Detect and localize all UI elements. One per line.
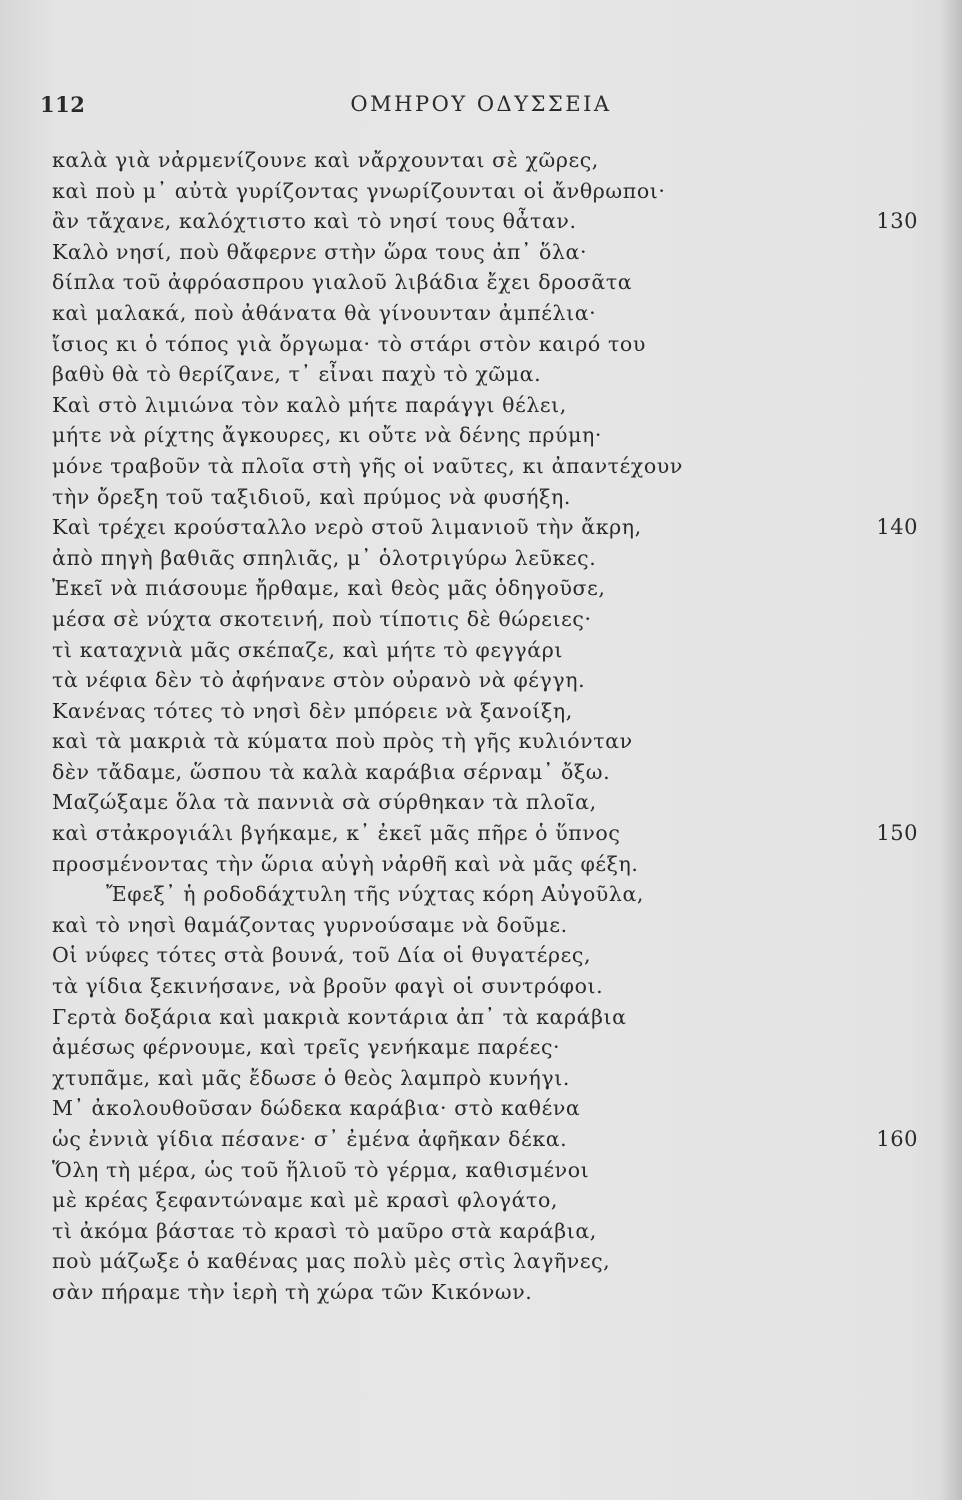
verse-line: [0, 1216, 962, 1247]
verse-text: ἂν τἄχανε, καλόχτιστο καὶ τὸ νησί τους θἆταν.: [52, 209, 577, 234]
verse-line: [0, 879, 962, 910]
verse-text: Καλὸ νησί, ποὺ θἄφερνε στὴν ὥρα τους ἀπ᾿ ὅλα·: [52, 239, 588, 264]
verse-line: [0, 971, 962, 1002]
verse-text: δὲν τἄδαμε, ὥσπου τὰ καλὰ καράβια σέρναμ᾿ ὄξω.: [52, 759, 611, 784]
line-number: 150: [876, 821, 918, 846]
verse-line: [0, 1032, 962, 1063]
verse-line: [0, 635, 962, 666]
verse-text: Μ᾿ ἀκολουθοῦσαν δώδεκα καράβια· στὸ καθένα: [52, 1096, 581, 1121]
verse-line: [0, 390, 962, 421]
verse-line: [0, 757, 962, 788]
verse-text: καὶ μαλακά, ποὺ ἀθάνατα θὰ γίνουνταν ἀμπέλια·: [52, 300, 597, 325]
verse-line: [0, 298, 962, 329]
verse-text: ἴσιος κι ὁ τόπος γιὰ ὄργωμα· τὸ στάρι στὸν καιρό του: [52, 331, 646, 356]
verse-line: [0, 818, 962, 849]
verse-line: [0, 451, 962, 482]
verse-line: [0, 482, 962, 513]
verse-text: βαθὺ θὰ τὸ θερίζανε, τ᾿ εἶναι παχὺ τὸ χῶμα.: [52, 362, 542, 387]
verse-text: ἀμέσως φέρνουμε, καὶ τρεῖς γενήκαμε παρέες·: [52, 1035, 561, 1060]
verse-line: [0, 237, 962, 268]
verse-line: [0, 267, 962, 298]
verse-text: τὶ καταχνιὰ μᾶς σκέπαζε, καὶ μήτε τὸ φεγγάρι: [52, 637, 563, 662]
line-number: 140: [876, 515, 918, 540]
verse-line: [0, 1063, 962, 1094]
verse-text: μήτε νὰ ρίχτης ἄγκουρες, κι οὔτε νὰ δένης πρύμη·: [52, 423, 603, 448]
verse-line: [0, 910, 962, 941]
verse-text: σὰν πήραμε τὴν ἱερὴ τὴ χώρα τῶν Κικόνων.: [52, 1279, 533, 1304]
verse-text: δίπλα τοῦ ἀφρόασπρου γιαλοῦ λιβάδια ἔχει δροσᾶτα: [52, 270, 633, 295]
verse-line: [0, 145, 962, 176]
verse-line: [0, 604, 962, 635]
verse-line: [0, 1246, 962, 1277]
verse-text: προσμένοντας τὴν ὥρια αὐγὴ νἀρθῆ καὶ νὰ μᾶς φέξη.: [52, 851, 639, 876]
verse-line: [0, 1124, 962, 1155]
verse-text: Κανένας τότες τὸ νησὶ δὲν μπόρειε νὰ ξανοίξη,: [52, 698, 573, 723]
verse-line: [0, 420, 962, 451]
verse-line: [0, 1155, 962, 1186]
verse-line: [0, 206, 962, 237]
verse-text: καὶ ποὺ μ᾿ αὐτὰ γυρίζοντας γνωρίζουνται οἱ ἄνθρωποι·: [52, 178, 666, 203]
verse-text: Γερτὰ δοξάρια καὶ μακριὰ κοντάρια ἀπ᾿ τὰ καράβια: [52, 1004, 627, 1029]
verse-text: ὡς ἐννιὰ γίδια πέσανε· σ᾿ ἐμένα ἀφῆκαν δέκα.: [52, 1127, 568, 1151]
verse-text: τὶ ἀκόμα βάσταε τὸ κρασὶ τὸ μαῦρο στὰ καράβια,: [52, 1218, 597, 1243]
verse-text: τὴν ὄρεξη τοῦ ταξιδιοῦ, καὶ πρύμος νὰ φυσήξη.: [52, 484, 571, 509]
verse-line: [0, 849, 962, 880]
verse-text: ἀπὸ πηγὴ βαθιᾶς σπηλιᾶς, μ᾿ ὁλοτριγύρω λεῦκες.: [52, 545, 597, 570]
verse-line: [0, 665, 962, 696]
verse-line: [0, 1002, 962, 1033]
verse-text: Ὅλη τὴ μέρα, ὡς τοῦ ἥλιοῦ τὸ γέρμα, καθισμένοι: [52, 1157, 590, 1182]
verse-text: μόνε τραβοῦν τὰ πλοῖα στὴ γῆς οἱ ναῦτες, κι ἀπαντέχουν: [52, 453, 683, 478]
verse-line: [0, 512, 962, 543]
verse-text: χτυπᾶμε, καὶ μᾶς ἔδωσε ὁ θεὸς λαμπρὸ κυνήγι.: [52, 1065, 571, 1090]
verse-text-block: [0, 145, 962, 1308]
verse-text: Καὶ τρέχει κρούσταλλο νερὸ στοῦ λιμανιοῦ τὴν ἄκρη,: [52, 515, 642, 540]
verse-line: [0, 1093, 962, 1124]
verse-line: [0, 940, 962, 971]
verse-line: [0, 787, 962, 818]
verse-line: [0, 176, 962, 207]
verse-text: Μαζώξαμε ὅλα τὰ παννιὰ σὰ σύρθηκαν τὰ πλοῖα,: [52, 790, 597, 815]
verse-line: [0, 696, 962, 727]
verse-line: [0, 359, 962, 390]
verse-line: [0, 1277, 962, 1308]
verse-text: Καὶ στὸ λιμιώνα τὸν καλὸ μήτε παράγγι θέλει,: [52, 392, 567, 417]
verse-text: Οἱ νύφες τότες στὰ βουνά, τοῦ Δία οἱ θυγατέρες,: [52, 943, 592, 968]
line-number: 130: [876, 209, 918, 234]
page-header: [0, 92, 962, 132]
verse-text: τὰ νέφια δὲν τὸ ἀφήνανε στὸν οὐρανὸ νὰ φέγγη.: [52, 668, 586, 693]
verse-text: καὶ στἀκρογιάλι βγήκαμε, κ᾿ ἐκεῖ μᾶς πῆρε ὁ ὕπνος: [52, 821, 621, 846]
running-title: ΟΜΗΡΟΥ ΟΔΥΣΣΕΙΑ: [350, 92, 612, 116]
verse-text: καλὰ γιὰ νἀρμενίζουνε καὶ νἄρχουνται σὲ χῶρες,: [52, 148, 599, 172]
verse-line: [0, 726, 962, 757]
verse-line: [0, 543, 962, 574]
verse-text: μὲ κρέας ξεφαντώναμε καὶ μὲ κρασὶ φλογάτο,: [52, 1188, 559, 1213]
verse-line: [0, 1185, 962, 1216]
verse-line: [0, 329, 962, 360]
verse-text: τὰ γίδια ξεκινήσανε, νὰ βροῦν φαγὶ οἱ συντρόφοι.: [52, 974, 604, 999]
verse-text: Ἔφεξ᾿ ἡ ροδοδάχτυλη τῆς νύχτας κόρη Αὐγοῦλα,: [106, 882, 645, 907]
verse-text: καὶ τὰ μακριὰ τὰ κύματα ποὺ πρὸς τὴ γῆς κυλιόνταν: [52, 729, 633, 754]
verse-text: καὶ τὸ νησὶ θαμάζοντας γυρνούσαμε νὰ δοῦμε.: [52, 912, 568, 937]
verse-text: μέσα σὲ νύχτα σκοτεινή, ποὺ τίποτις δὲ θώρειες·: [52, 606, 592, 631]
line-number: 160: [876, 1127, 918, 1151]
verse-text: ποὺ μάζωξε ὁ καθένας μας πολὺ μὲς στὶς λαγῆνες,: [52, 1249, 611, 1274]
verse-text: Ἐκεῖ νὰ πιάσουμε ἤρθαμε, καὶ θεὸς μᾶς ὁδηγοῦσε,: [52, 576, 606, 601]
verse-line: [0, 573, 962, 604]
page-number: 112: [40, 92, 86, 117]
